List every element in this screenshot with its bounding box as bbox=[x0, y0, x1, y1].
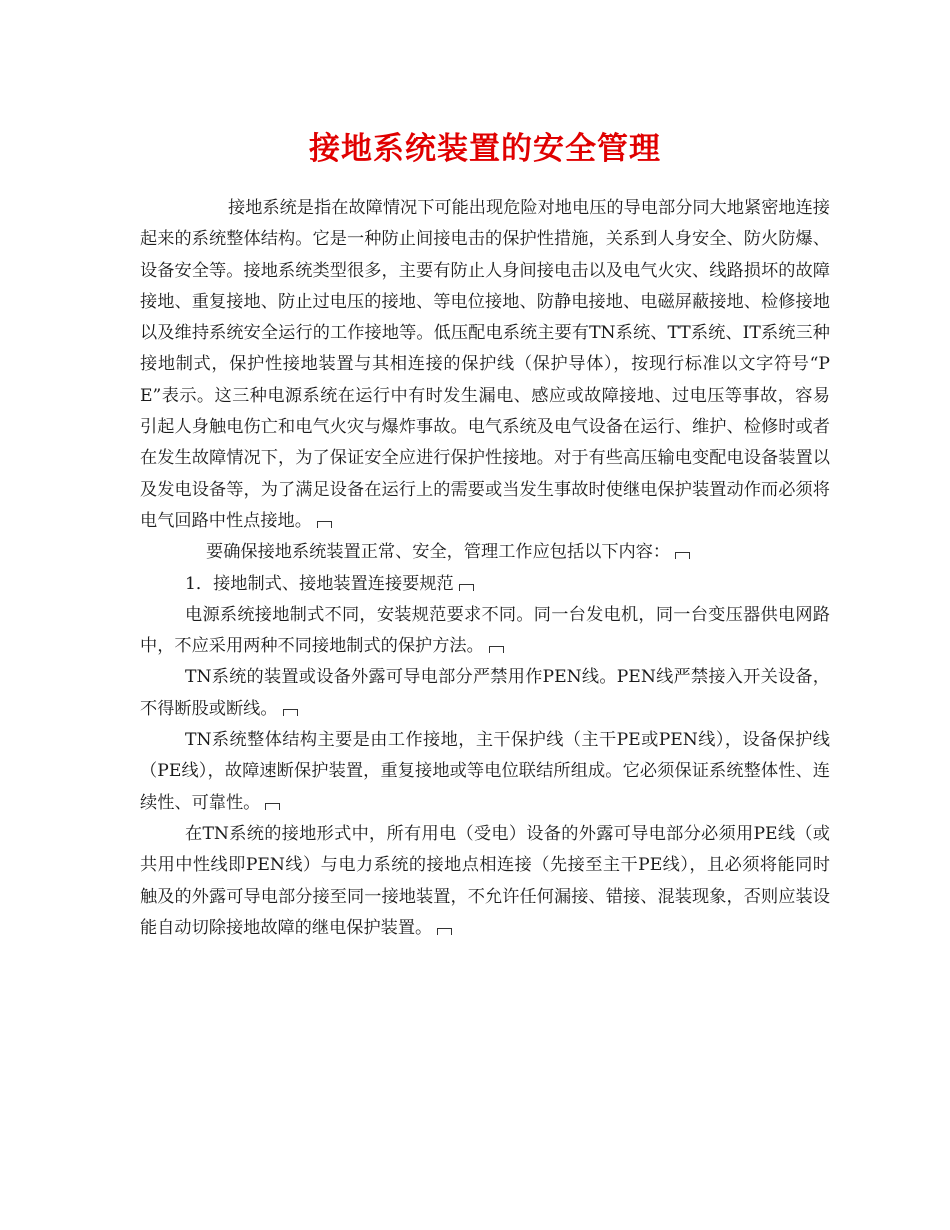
paragraph-text: TN系统整体结构主要是由工作接地，主干保护线（主干PE或PEN线），设备保护线（PE线），故障速断保护装置，重复接地或等电位联结所组成。它必须保证系统整体性、连续性、可靠性。 bbox=[140, 730, 830, 813]
paragraph-end-mark-icon bbox=[283, 709, 298, 716]
paragraph-intro bbox=[140, 193, 830, 537]
document-page bbox=[140, 0, 830, 944]
paragraph-power-system bbox=[140, 600, 830, 663]
paragraph-end-mark-icon bbox=[675, 552, 690, 559]
paragraph-end-mark-icon bbox=[317, 521, 332, 528]
paragraph-text: 电源系统接地制式不同，安装规范要求不同。同一台发电机，同一台变压器供电网路中，不应采用两种不同接地制式的保护方法。 bbox=[140, 604, 830, 657]
section-heading-text: 1．接地制式、接地装置连接要规范 bbox=[185, 573, 454, 594]
document-body bbox=[140, 193, 830, 944]
section-heading-1 bbox=[140, 569, 830, 600]
paragraph-tn-pen bbox=[140, 662, 830, 725]
paragraph-end-mark-icon bbox=[437, 928, 452, 935]
paragraph-end-mark-icon bbox=[459, 584, 474, 591]
paragraph-text: 要确保接地系统装置正常、安全，管理工作应包括以下内容： bbox=[206, 542, 671, 563]
paragraph-requirement bbox=[140, 537, 830, 568]
paragraph-tn-grounding bbox=[140, 819, 830, 944]
paragraph-text: 在TN系统的接地形式中，所有用电（受电）设备的外露可导电部分必须用PE线（或共用中性线即PEN线）与电力系统的接地点相连接（先接至主干PE线），且必须将能同时触及的外露可导电部分接至同一接地装置，不允许任何漏接、错接、混装现象，否则应装设能自动切除接地故障的继电保护装置。 bbox=[140, 823, 830, 938]
paragraph-tn-structure bbox=[140, 725, 830, 819]
paragraph-end-mark-icon bbox=[489, 646, 504, 653]
paragraph-end-mark-icon bbox=[265, 803, 280, 810]
paragraph-text: 接地系统是指在故障情况下可能出现危险对地电压的导电部分同大地紧密地连接起来的系统整体结构。它是一种防止间接电击的保护性措施，关系到人身安全、防火防爆、设备安全等。接地系统类型很多，主要有防止人身间接电击以及电气火灾、线路损坏的故障接地、重复接地、防止过电压的接地、等电位接地、防静电接地、电磁屏蔽接地、检修接地以及维持系统安全运行的工作接地等。低压配电系统主要有TN系统、TT系统、IT系统三种接地制式，保护性接地装置与其相连接的保护线（保护导体），按现行标准以文字符号“PE”表示。这三种电源系统在运行中有时发生漏电、感应或故障接地、过电压等事故，容易引起人身触电伤亡和电气火灾与爆炸事故。电气系统及电气设备在运行、维护、检修时或者在发生故障情况下，为了保证安全应进行保护性接地。对于有些高压输电变配电设备装置以及发电设备等，为了满足设备在运行上的需要或当发生事故时使继电保护装置动作而必须将电气回路中性点接地。 bbox=[140, 198, 830, 531]
document-title: 接地系统装置的安全管理 bbox=[309, 131, 661, 167]
paragraph-text: TN系统的装置或设备外露可导电部分严禁用作PEN线。PEN线严禁接入开关设备，不得断股或断线。 bbox=[140, 667, 830, 719]
